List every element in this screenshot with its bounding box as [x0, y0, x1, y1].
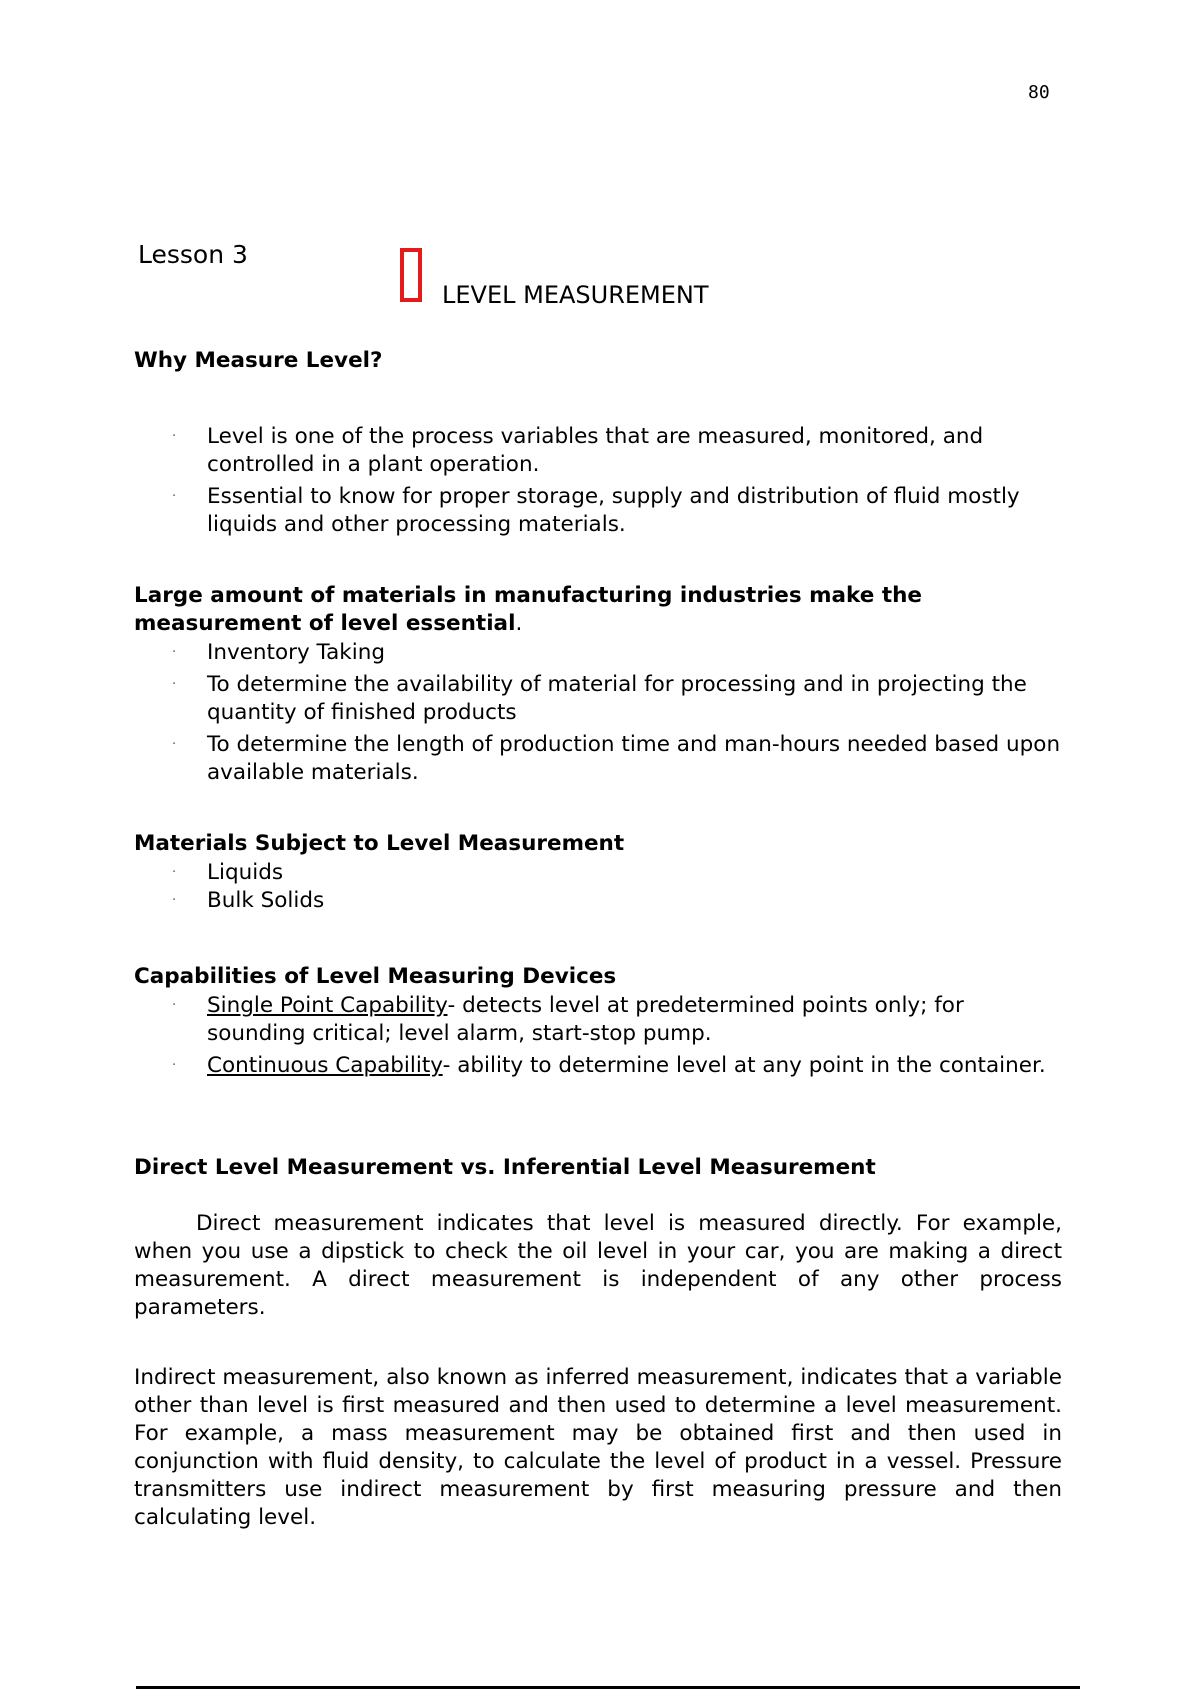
bullet-icon: · — [172, 737, 177, 752]
section-heading-capabilities: Capabilities of Level Measuring Devices — [134, 964, 617, 989]
list-why — [134, 423, 1062, 539]
section-heading-direct-vs-inferential: Direct Level Measurement vs. Inferential Level Measurement — [134, 1155, 876, 1180]
bullet-icon: · — [172, 645, 177, 660]
list-item: · Bulk Solids — [172, 888, 325, 913]
list-item: · Essential to know for proper storage, supply and distribution of fluid mostly liquids and other processing materials. — [172, 484, 1020, 537]
missing-glyph-box-icon — [400, 248, 422, 302]
list-item: · Inventory Taking — [172, 640, 385, 665]
section-heading-why: Why Measure Level? — [134, 348, 383, 373]
term-continuous: Continuous Capability — [207, 1053, 443, 1078]
list-materials — [134, 859, 1062, 915]
list-item: · To determine the availability of material for processing and in projecting the quantity of finished products — [172, 672, 1027, 725]
bullet-icon: · — [172, 865, 177, 880]
paragraph-direct: Direct measurement indicates that level is measured directly. For example, when you use a dipstick to check the oil level in your car, you are making a direct measurement. A direct measurement is independent of any other process parameters. — [134, 1211, 1062, 1320]
term-single-point: Single Point Capability — [207, 993, 448, 1018]
list-item: · Continuous Capability- ability to determine level at any point in the container. — [172, 1053, 1046, 1078]
footer-rule — [136, 1686, 1080, 1689]
paragraph-indirect: Indirect measurement, also known as inferred measurement, indicates that a variable other than level is first measured and then used to determine a level measurement. For example, a mass measurement may be obtained first and then used in conjunction with fluid density, to calculate the level of product in a vessel. Pressure transmitters use indirect measurement by first measuring pressure and then calculating level. — [134, 1365, 1062, 1530]
list-large — [134, 639, 1062, 787]
lesson-label: Lesson 3 — [138, 240, 248, 269]
section-heading-materials: Materials Subject to Level Measurement — [134, 831, 625, 856]
list-item: · Level is one of the process variables that are measured, monitored, and controlled in a plant operation. — [172, 424, 984, 477]
bullet-icon: · — [172, 489, 177, 504]
lesson-title: LEVEL MEASUREMENT — [442, 281, 709, 309]
bullet-icon: · — [172, 677, 177, 692]
bullet-icon: · — [172, 998, 177, 1013]
list-item: · Single Point Capability- detects level at predetermined points only; for sounding critical; level alarm, start-stop pump. — [172, 993, 964, 1046]
bullet-icon: · — [172, 1058, 177, 1073]
bullet-icon: · — [172, 893, 177, 908]
section-heading-large: Large amount of materials in manufacturing industries make the measurement of level essential. — [134, 583, 923, 636]
list-item: · To determine the length of production time and man-hours needed based upon available materials. — [172, 732, 1061, 785]
list-capabilities — [134, 992, 1062, 1080]
list-item: · Liquids — [172, 860, 284, 885]
page-number: 80 — [1028, 82, 1050, 103]
bullet-icon: · — [172, 429, 177, 444]
